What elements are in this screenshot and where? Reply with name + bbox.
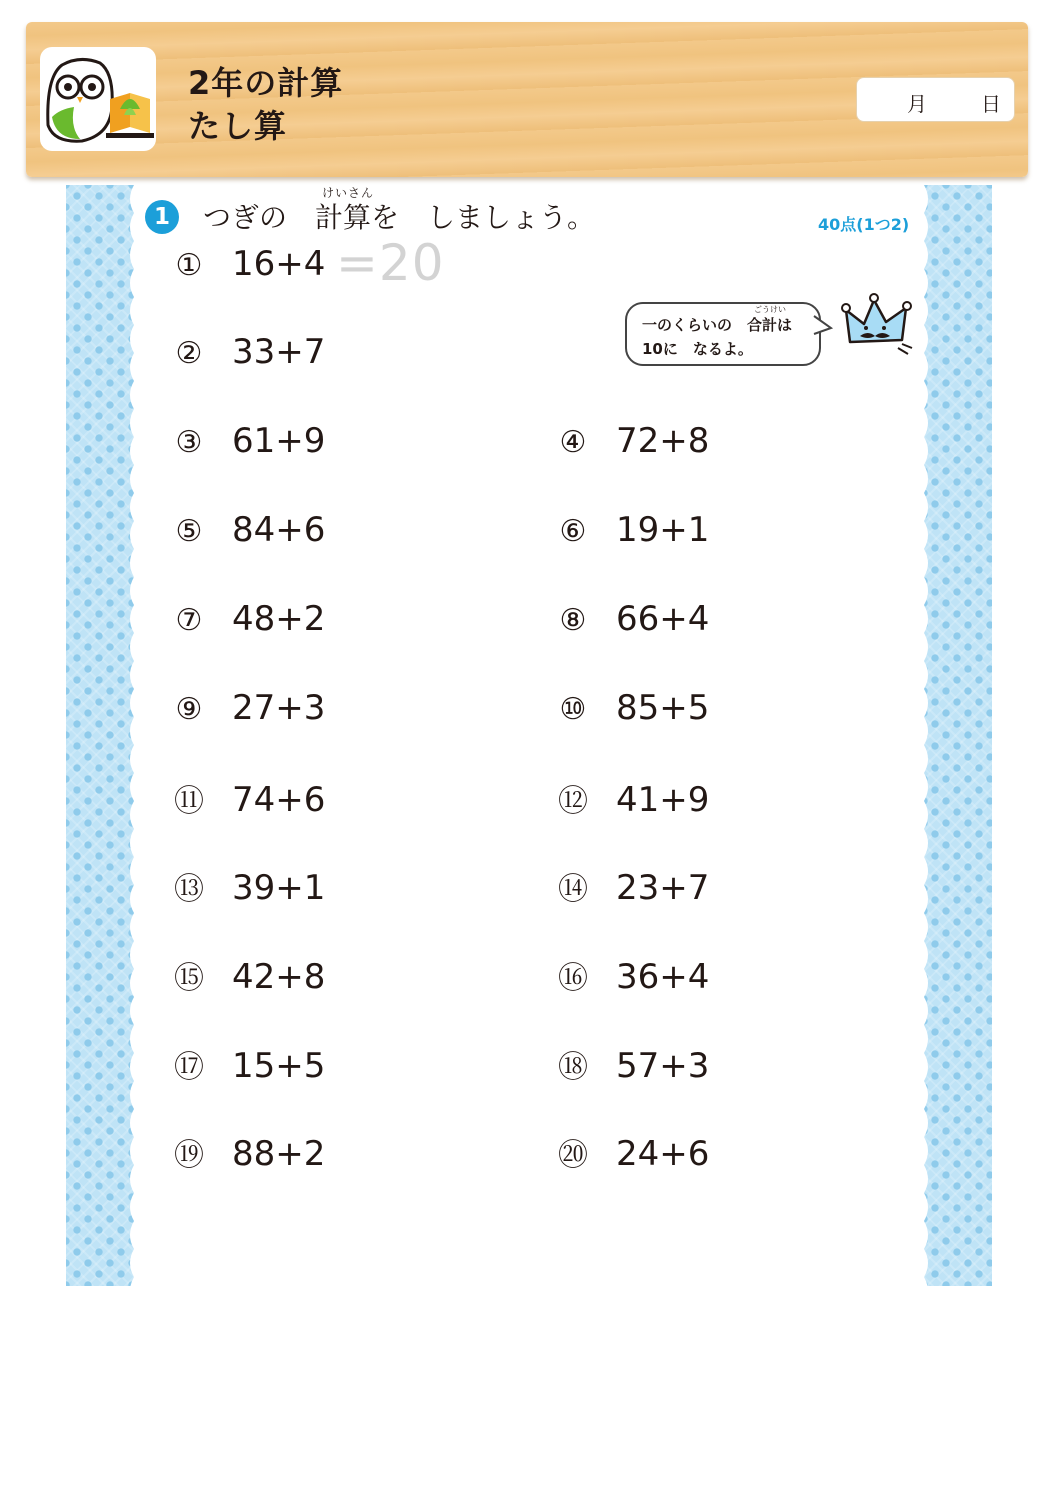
page-title-topic: たし算: [188, 107, 288, 145]
problem-expression: 57+3: [616, 1046, 710, 1086]
problem-expression: 24+6: [616, 1134, 710, 1174]
date-field[interactable]: [856, 77, 1015, 122]
problem-number: ⑮: [174, 961, 204, 996]
example-answer: =20: [336, 234, 445, 292]
problem-18: [556, 1042, 709, 1086]
problem-expression: 23+7: [616, 868, 710, 908]
problem-expression: 48+2: [232, 599, 326, 639]
wavy-edge-right: [916, 185, 932, 1286]
problem-number: ⑫: [558, 784, 588, 819]
problem-expression: 19+1: [616, 510, 710, 550]
problem-19: [172, 1130, 325, 1174]
speech-bubble-tail: [811, 314, 833, 338]
score-label: 40点(1つ2): [818, 215, 910, 234]
problem-expression: 88+2: [232, 1134, 326, 1174]
problem-expression: 39+1: [232, 868, 326, 908]
problem-4: [556, 421, 709, 461]
problem-expression: 61+9: [232, 421, 326, 461]
wavy-edge-left: [126, 185, 142, 1286]
question-instruction: つぎの 計算を しましょう。: [203, 201, 596, 234]
problem-13: [172, 864, 325, 908]
day-label: 日: [981, 92, 1001, 116]
problem-number: ⑨: [175, 692, 203, 727]
problem-15: [172, 953, 325, 997]
problem-11: [172, 776, 325, 820]
owl-book-logo-icon: [40, 47, 156, 151]
problem-number: ⑧: [559, 603, 587, 638]
problem-expression: 84+6: [232, 510, 326, 550]
problem-expression: 33+7: [232, 332, 326, 372]
problem-17: [172, 1042, 325, 1086]
problem-12: [556, 776, 709, 820]
problem-expression: 42+8: [232, 957, 326, 997]
problem-number: ②: [175, 336, 203, 371]
problem-expression: 74+6: [232, 780, 326, 820]
problem-expression: 36+4: [616, 957, 710, 997]
problem-number: ④: [559, 425, 587, 460]
furigana-keisan: けいさん: [322, 186, 375, 200]
problem-20: [556, 1130, 709, 1174]
problem-number: ⑥: [559, 514, 587, 549]
problem-1: [172, 244, 325, 284]
problem-16: [556, 953, 709, 997]
page-title-grade: 2年の計算: [188, 64, 344, 102]
problem-expression: 66+4: [616, 599, 710, 639]
problem-expression: 15+5: [232, 1046, 326, 1086]
question-number-badge: 1: [145, 200, 179, 234]
problem-number: ⑪: [174, 784, 204, 819]
problem-expression: 27+3: [232, 688, 326, 728]
problem-expression: 41+9: [616, 780, 710, 820]
problem-5: [172, 510, 325, 550]
problem-number: ③: [175, 425, 203, 460]
problem-expression: 16+4: [232, 244, 326, 284]
problem-number: ⑰: [174, 1050, 204, 1085]
problem-2: [172, 332, 325, 372]
problem-7: [172, 599, 325, 639]
problem-number: ①: [175, 248, 203, 283]
problem-expression: 72+8: [616, 421, 710, 461]
problem-number: ⑲: [174, 1138, 204, 1173]
problem-number: ⑬: [174, 872, 204, 907]
crown-character-icon: [838, 292, 918, 362]
problem-14: [556, 864, 709, 908]
problem-10: [556, 688, 709, 728]
problem-6: [556, 510, 709, 550]
hint-text-line1: 一のくらいの 合計は: [642, 316, 793, 334]
problem-number: ⑯: [558, 961, 588, 996]
furigana-goukei: ごうけい: [754, 305, 786, 314]
problem-number: ⑱: [558, 1050, 588, 1085]
month-label: 月: [907, 92, 927, 116]
problem-expression: 85+5: [616, 688, 710, 728]
problem-number: ⑩: [559, 692, 587, 727]
problem-8: [556, 599, 709, 639]
problem-number: ⑦: [175, 603, 203, 638]
problem-9: [172, 688, 325, 728]
hint-text-line2: 10に なるよ。: [642, 340, 753, 358]
problem-number: ⑳: [558, 1138, 588, 1173]
problem-number: ⑭: [558, 872, 588, 907]
problem-number: ⑤: [175, 514, 203, 549]
problem-3: [172, 421, 325, 461]
